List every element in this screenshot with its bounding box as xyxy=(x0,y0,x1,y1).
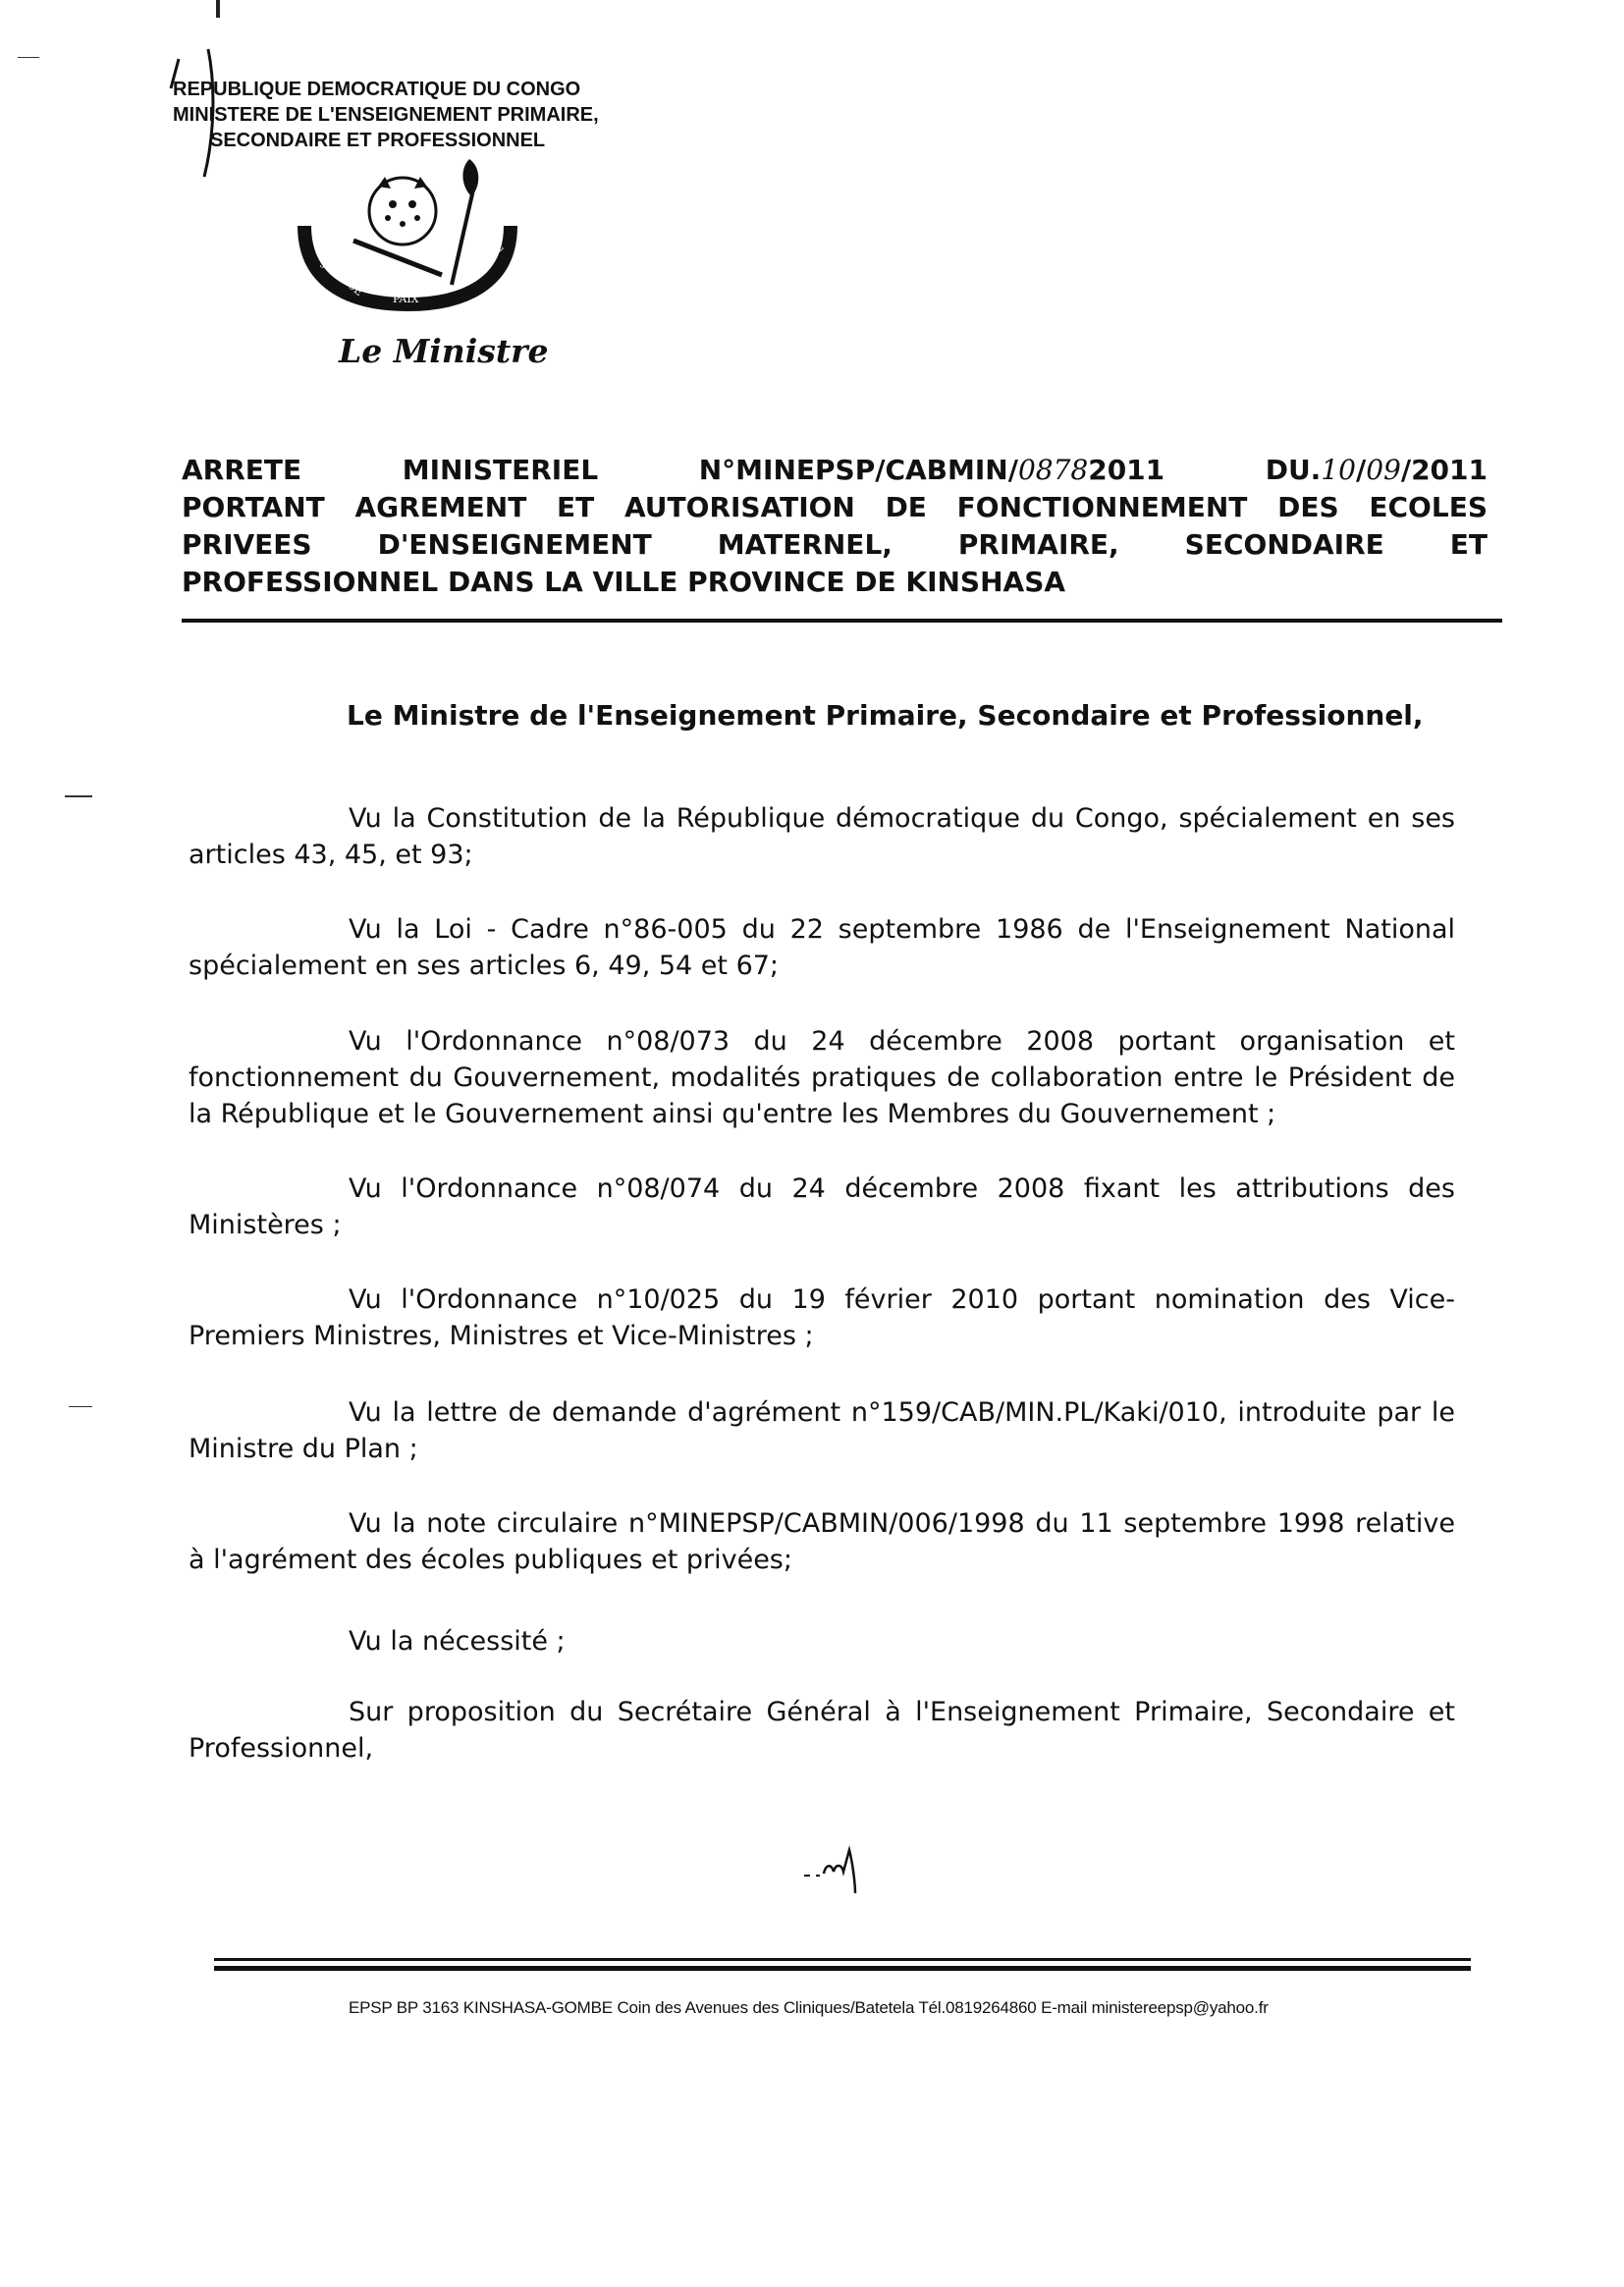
consideration-text: Vu la note circulaire n°MINEPSP/CABMIN/006/1998 du 11 septembre 1998 relative à l'agrément des écoles publiques et privées; xyxy=(189,1508,1455,1575)
coat-of-arms-emblem xyxy=(295,157,520,314)
ministry-name-line2: SECONDAIRE ET PROFESSIONNEL xyxy=(210,130,546,151)
title-word: 2011 xyxy=(1088,454,1165,486)
consideration-paragraph xyxy=(189,1394,1455,1467)
consideration-text: Vu l'Ordonnance n°08/074 du 24 décembre 2008 fixant les attributions des Ministères ; xyxy=(189,1173,1455,1240)
consideration-paragraph xyxy=(189,1505,1455,1578)
footer-contact: EPSP BP 3163 KINSHASA-GOMBE Coin des Avenues des Cliniques/Batetela Tél.0819264860 E-mail ministereepsp@yahoo.fr xyxy=(349,1998,1269,2017)
footer-rule xyxy=(214,1958,1471,1961)
scan-mark xyxy=(18,57,39,58)
title-word: ARRETE xyxy=(182,454,302,486)
title-word: /2011 xyxy=(1400,454,1488,486)
consideration-text: Vu l'Ordonnance n°10/025 du 19 février 2010 portant nomination des Vice-Premiers Ministres, Ministres et Vice-Ministres ; xyxy=(189,1284,1455,1351)
decree-number-line xyxy=(182,452,1488,489)
title-word: / xyxy=(1355,454,1367,486)
handwritten-mark xyxy=(157,39,245,187)
handwritten-day: 10 xyxy=(1321,454,1356,486)
issuing-authority: Le Ministre de l'Enseignement Primaire, Secondaire et Professionnel, xyxy=(347,699,1424,732)
title-word: MINISTERIEL xyxy=(402,454,599,486)
consideration-text: Vu la nécessité ; xyxy=(349,1626,566,1657)
consideration-text: Vu la Loi - Cadre n°86-005 du 22 septembre 1986 de l'Enseignement National spécialement en ses articles 6, 49, 54 et 67; xyxy=(189,914,1455,981)
ministry-name-line1: MINISTERE DE L'ENSEIGNEMENT PRIMAIRE, xyxy=(173,104,599,126)
consideration-paragraph xyxy=(189,1694,1455,1767)
consideration-paragraph xyxy=(189,800,1455,873)
emblem-motto-bottom: PAIX xyxy=(393,293,419,305)
scan-mark xyxy=(216,0,220,18)
country-name: REPUBLIQUE DEMOCRATIQUE DU CONGO xyxy=(173,79,581,100)
title-line: PROFESSIONNEL DANS LA VILLE PROVINCE DE KINSHASA xyxy=(182,566,1066,598)
signatory-title: Le Ministre xyxy=(339,332,549,370)
consideration-paragraph xyxy=(189,911,1455,984)
handwritten-decree-number: 0878 xyxy=(1017,454,1089,486)
scan-mark xyxy=(69,1406,92,1407)
title-word: DU. xyxy=(1265,454,1322,486)
handwritten-month: 09 xyxy=(1366,454,1401,486)
consideration-paragraph xyxy=(189,1023,1455,1132)
consideration-paragraph xyxy=(189,1281,1455,1354)
consideration-text: Vu la Constitution de la République démocratique du Congo, spécialement en ses articles 43, 45, et 93; xyxy=(189,803,1455,870)
scan-mark xyxy=(65,795,92,797)
title-underline xyxy=(182,619,1502,623)
emblem-motto-left: JUSTICE xyxy=(320,257,366,299)
title-word: N°MINEPSP/CABMIN/ xyxy=(698,454,1018,486)
consideration-text: Vu l'Ordonnance n°08/073 du 24 décembre 2008 portant organisation et fonctionnement du Gouvernement, modalités pratiques de collaboration entre le Président de la République et le Gouvernement ainsi qu'entre les Membres du Gouvernement ; xyxy=(189,1026,1455,1129)
emblem-motto-right: TRAVAIL xyxy=(460,241,507,283)
handwritten-initials xyxy=(800,1836,879,1895)
consideration-paragraph xyxy=(189,1623,1455,1660)
title-line: PORTANT AGREMENT ET AUTORISATION DE FONCTIONNEMENT DES ECOLES xyxy=(182,491,1488,523)
consideration-paragraph xyxy=(189,1171,1455,1243)
decree-date xyxy=(1266,452,1488,489)
footer-rule xyxy=(214,1966,1471,1971)
title-line: PRIVEES D'ENSEIGNEMENT MATERNEL, PRIMAIRE, SECONDAIRE ET xyxy=(182,528,1488,561)
decree-title xyxy=(182,452,1488,601)
consideration-text: Vu la lettre de demande d'agrément n°159/CAB/MIN.PL/Kaki/010, introduite par le Ministre du Plan ; xyxy=(189,1397,1455,1464)
decree-reference xyxy=(699,452,1164,489)
consideration-text: Sur proposition du Secrétaire Général à l'Enseignement Primaire, Secondaire et Professionnel, xyxy=(189,1697,1455,1764)
